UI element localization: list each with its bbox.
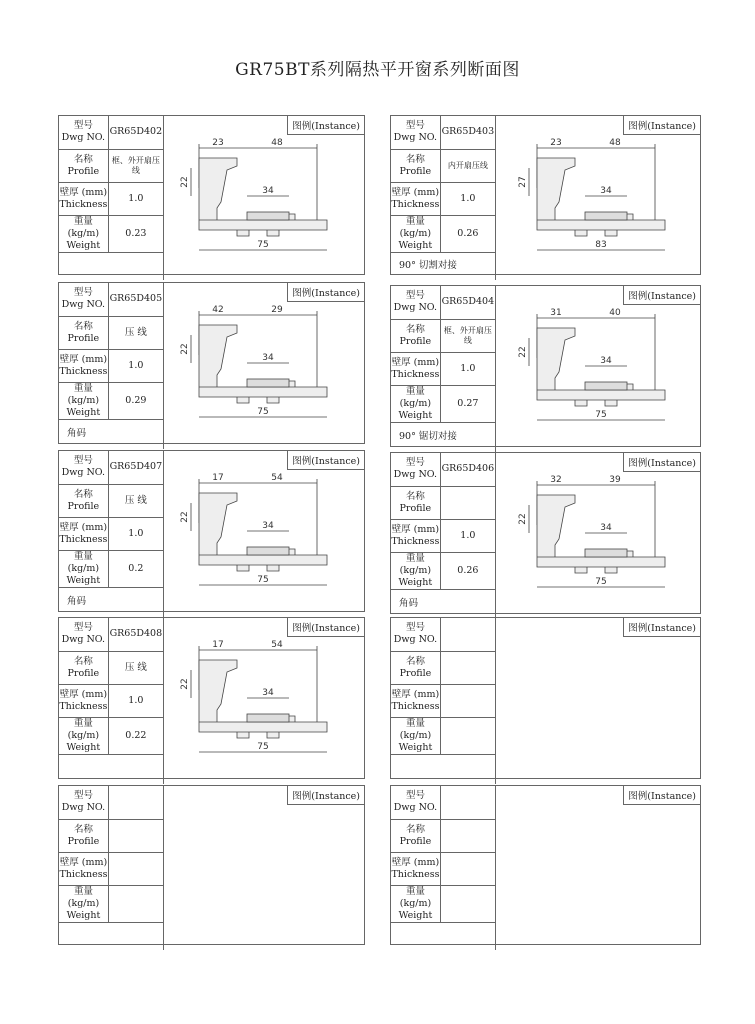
dim-height: 22 xyxy=(518,346,528,358)
dim-inner: 34 xyxy=(262,521,274,531)
profile-section-drawing xyxy=(515,308,700,438)
dim-height: 22 xyxy=(180,343,190,355)
wall-thickness: 1.0 xyxy=(440,519,495,552)
wall-thickness-label: 壁厚 (mm) Thickness xyxy=(59,182,108,215)
wall-thickness: 1.0 xyxy=(440,352,495,385)
spec-table xyxy=(391,116,496,280)
weight-value: 0.26 xyxy=(440,552,495,589)
wall-thickness-label: 壁厚 (mm) Thickness xyxy=(391,852,440,885)
profile-card xyxy=(58,617,365,779)
dim-total: 75 xyxy=(257,575,269,585)
wall-thickness: 1.0 xyxy=(108,182,163,215)
instance-label: 图例(Instance) xyxy=(287,786,364,805)
dim-top-b: 54 xyxy=(271,473,283,483)
dwg-no-label: 型号 Dwg NO. xyxy=(59,618,108,651)
dim-total: 75 xyxy=(257,742,269,752)
profile-name-label: 名称 Profile xyxy=(59,484,108,517)
dwg-no: GR65D402 xyxy=(108,116,163,149)
dim-inner: 34 xyxy=(262,353,274,363)
dim-top-a: 31 xyxy=(550,308,562,318)
wall-thickness xyxy=(108,852,163,885)
dim-total: 83 xyxy=(595,240,607,250)
dim-total: 75 xyxy=(257,407,269,417)
dwg-no-label: 型号 Dwg NO. xyxy=(59,116,108,149)
dim-total: 75 xyxy=(257,240,269,250)
dim-top-a: 32 xyxy=(550,475,562,485)
dwg-no-label: 型号 Dwg NO. xyxy=(59,451,108,484)
wall-thickness-label: 壁厚 (mm) Thickness xyxy=(391,352,440,385)
dwg-no: GR65D407 xyxy=(108,451,163,484)
profile-name-label: 名称 Profile xyxy=(59,651,108,684)
profile-section-drawing xyxy=(515,475,700,605)
dwg-no: GR65D408 xyxy=(108,618,163,651)
weight-value: 0.22 xyxy=(108,717,163,754)
instance-label: 图例(Instance) xyxy=(287,451,364,470)
dim-height: 22 xyxy=(180,511,190,523)
weight-value-label: 重量 (kg/m) Weight xyxy=(59,717,108,754)
note-cell xyxy=(59,252,164,280)
dwg-no-label: 型号 Dwg NO. xyxy=(59,786,108,819)
dim-top-a: 42 xyxy=(212,305,224,315)
dim-total: 75 xyxy=(595,577,607,587)
profile-name xyxy=(440,651,495,684)
weight-value-label: 重量 (kg/m) Weight xyxy=(59,382,108,419)
profile-outline xyxy=(537,328,665,406)
profile-card xyxy=(58,785,365,945)
profile-name-label: 名称 Profile xyxy=(391,819,440,852)
spec-table xyxy=(59,283,164,449)
page-title: GR75BT系列隔热平开窗系列断面图 xyxy=(235,60,520,80)
wall-thickness: 1.0 xyxy=(108,517,163,550)
dwg-no-label: 型号 Dwg NO. xyxy=(391,453,440,486)
dim-total: 75 xyxy=(595,410,607,420)
profile-name: 内开扇压线 xyxy=(440,149,495,182)
dim-height: 22 xyxy=(518,513,528,525)
dwg-no xyxy=(108,786,163,819)
profile-card xyxy=(390,785,701,945)
wall-thickness-label: 壁厚 (mm) Thickness xyxy=(391,519,440,552)
spec-table xyxy=(391,618,496,784)
profile-section-drawing xyxy=(177,138,362,268)
profile-outline xyxy=(199,158,327,236)
weight-value-label: 重量 (kg/m) Weight xyxy=(391,385,440,422)
profile-name: 压 线 xyxy=(108,316,163,349)
dim-inner: 34 xyxy=(262,186,274,196)
note-cell xyxy=(59,922,164,950)
instance-label: 图例(Instance) xyxy=(623,286,700,305)
dim-inner: 34 xyxy=(262,688,274,698)
weight-value-label: 重量 (kg/m) Weight xyxy=(59,885,108,922)
wall-thickness xyxy=(440,684,495,717)
wall-thickness xyxy=(440,852,495,885)
dim-top-b: 48 xyxy=(271,138,283,148)
note-cell xyxy=(391,922,496,950)
dim-top-a: 17 xyxy=(212,640,224,650)
note-cell: 角码 xyxy=(59,419,164,449)
dwg-no xyxy=(440,786,495,819)
weight-value-label: 重量 (kg/m) Weight xyxy=(59,215,108,252)
weight-value: 0.29 xyxy=(108,382,163,419)
instance-label: 图例(Instance) xyxy=(623,618,700,637)
weight-value xyxy=(440,717,495,754)
profile-card xyxy=(58,282,365,444)
profile-name xyxy=(108,819,163,852)
profile-name: 压 线 xyxy=(108,484,163,517)
weight-value-label: 重量 (kg/m) Weight xyxy=(391,717,440,754)
dim-top-b: 29 xyxy=(271,305,283,315)
wall-thickness-label: 壁厚 (mm) Thickness xyxy=(59,684,108,717)
dim-top-b: 48 xyxy=(609,138,621,148)
weight-value-label: 重量 (kg/m) Weight xyxy=(391,215,440,252)
spec-table xyxy=(59,116,164,280)
note-cell: 角码 xyxy=(391,589,496,619)
wall-thickness-label: 壁厚 (mm) Thickness xyxy=(391,182,440,215)
profile-outline xyxy=(537,158,665,236)
instance-label: 图例(Instance) xyxy=(287,116,364,135)
dim-inner: 34 xyxy=(600,356,612,366)
instance-label: 图例(Instance) xyxy=(287,618,364,637)
profile-name: 压 线 xyxy=(108,651,163,684)
profile-name: 框、外开扇压线 xyxy=(440,319,495,352)
note-cell: 角码 xyxy=(59,587,164,617)
spec-table xyxy=(59,618,164,784)
profile-section-drawing xyxy=(177,473,362,603)
dim-top-a: 23 xyxy=(212,138,224,148)
wall-thickness: 1.0 xyxy=(108,349,163,382)
profile-outline xyxy=(199,660,327,738)
dwg-no-label: 型号 Dwg NO. xyxy=(391,116,440,149)
note-cell xyxy=(391,754,496,784)
dwg-no-label: 型号 Dwg NO. xyxy=(391,286,440,319)
profile-name xyxy=(440,486,495,519)
spec-table xyxy=(59,451,164,617)
dwg-no-label: 型号 Dwg NO. xyxy=(391,618,440,651)
dwg-no: GR65D405 xyxy=(108,283,163,316)
dwg-no: GR65D404 xyxy=(440,286,495,319)
profile-section-drawing xyxy=(177,640,362,770)
profile-name-label: 名称 Profile xyxy=(391,149,440,182)
instance-label: 图例(Instance) xyxy=(623,116,700,135)
profile-name-label: 名称 Profile xyxy=(391,319,440,352)
note-cell xyxy=(59,754,164,784)
dim-inner: 34 xyxy=(600,186,612,196)
wall-thickness-label: 壁厚 (mm) Thickness xyxy=(59,852,108,885)
dim-height: 27 xyxy=(518,176,528,188)
profile-card xyxy=(58,450,365,612)
profile-name-label: 名称 Profile xyxy=(391,651,440,684)
profile-outline xyxy=(537,495,665,573)
weight-value xyxy=(108,885,163,922)
spec-table xyxy=(59,786,164,950)
profile-card xyxy=(390,452,701,614)
wall-thickness-label: 壁厚 (mm) Thickness xyxy=(391,684,440,717)
dwg-no xyxy=(440,618,495,651)
instance-label: 图例(Instance) xyxy=(287,283,364,302)
profile-name-label: 名称 Profile xyxy=(59,149,108,182)
wall-thickness: 1.0 xyxy=(440,182,495,215)
dim-height: 22 xyxy=(180,176,190,188)
note-cell: 90° 锯切对接 xyxy=(391,422,496,452)
dwg-no: GR65D406 xyxy=(440,453,495,486)
dim-inner: 34 xyxy=(600,523,612,533)
note-cell: 90° 切割对接 xyxy=(391,252,496,280)
spec-table xyxy=(391,786,496,950)
dim-top-a: 17 xyxy=(212,473,224,483)
weight-value-label: 重量 (kg/m) Weight xyxy=(59,550,108,587)
spec-table xyxy=(391,286,496,452)
profile-outline xyxy=(199,493,327,571)
weight-value-label: 重量 (kg/m) Weight xyxy=(391,885,440,922)
dwg-no: GR65D403 xyxy=(440,116,495,149)
dwg-no-label: 型号 Dwg NO. xyxy=(391,786,440,819)
weight-value: 0.26 xyxy=(440,215,495,252)
dim-top-b: 40 xyxy=(609,308,621,318)
instance-label: 图例(Instance) xyxy=(623,453,700,472)
profile-outline xyxy=(199,325,327,403)
profile-name xyxy=(440,819,495,852)
instance-label: 图例(Instance) xyxy=(623,786,700,805)
weight-value: 0.27 xyxy=(440,385,495,422)
weight-value: 0.2 xyxy=(108,550,163,587)
weight-value: 0.23 xyxy=(108,215,163,252)
profile-card xyxy=(390,617,701,779)
spec-table xyxy=(391,453,496,619)
profile-name-label: 名称 Profile xyxy=(391,486,440,519)
profile-name: 框、外开扇压线 xyxy=(108,149,163,182)
weight-value xyxy=(440,885,495,922)
dim-top-b: 54 xyxy=(271,640,283,650)
dim-top-b: 39 xyxy=(609,475,621,485)
wall-thickness-label: 壁厚 (mm) Thickness xyxy=(59,349,108,382)
profile-card xyxy=(58,115,365,275)
dim-height: 22 xyxy=(180,678,190,690)
weight-value-label: 重量 (kg/m) Weight xyxy=(391,552,440,589)
profile-card xyxy=(390,115,701,275)
profile-name-label: 名称 Profile xyxy=(59,316,108,349)
wall-thickness: 1.0 xyxy=(108,684,163,717)
dwg-no-label: 型号 Dwg NO. xyxy=(59,283,108,316)
profile-name-label: 名称 Profile xyxy=(59,819,108,852)
profile-section-drawing xyxy=(515,138,700,268)
profile-section-drawing xyxy=(177,305,362,435)
dim-top-a: 23 xyxy=(550,138,562,148)
profile-card xyxy=(390,285,701,447)
wall-thickness-label: 壁厚 (mm) Thickness xyxy=(59,517,108,550)
